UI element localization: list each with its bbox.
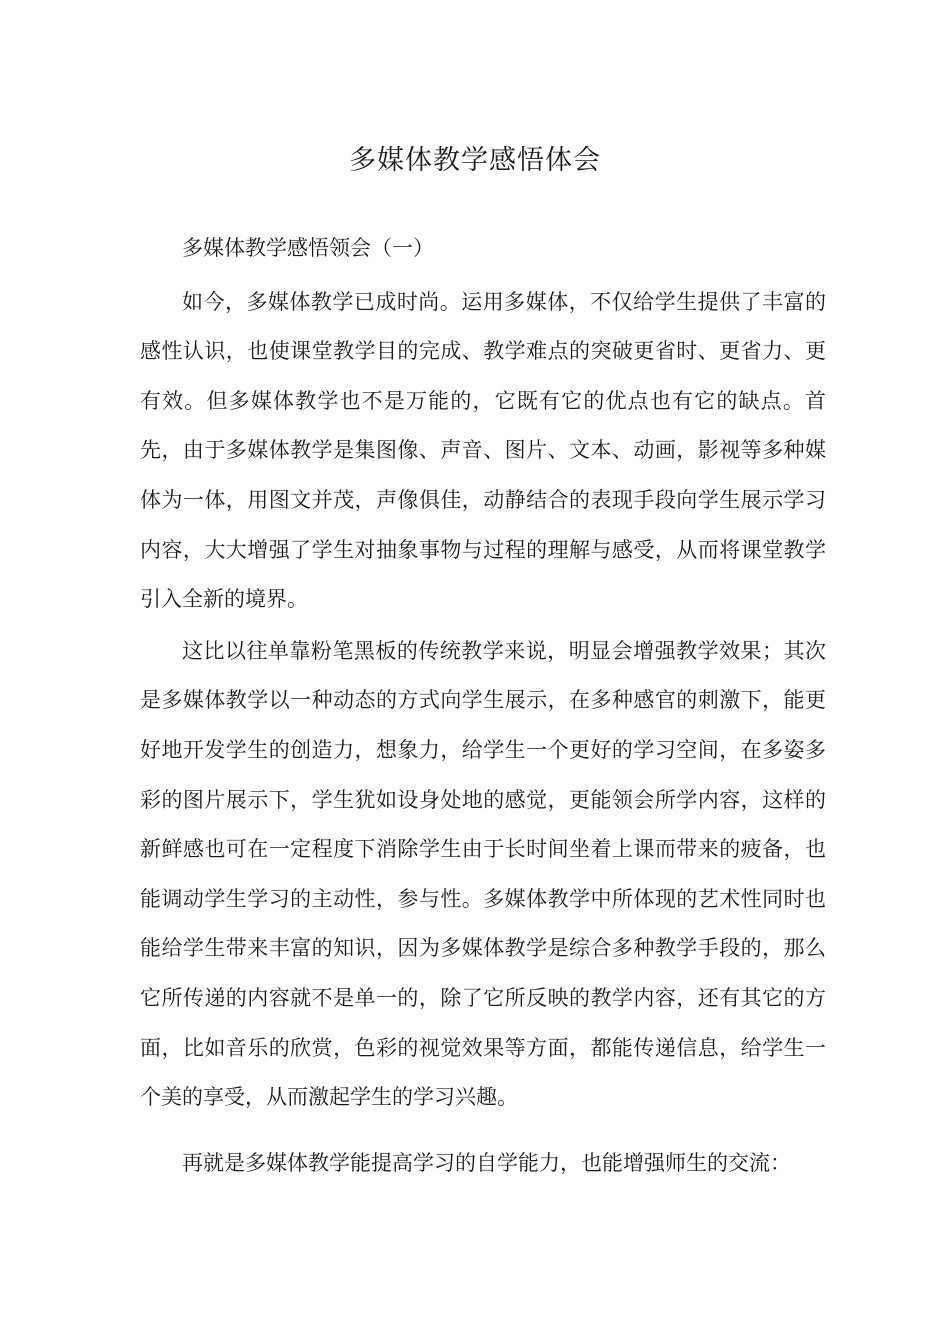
paragraph-1: 如今，多媒体教学已成时尚。运用多媒体，不仅给学生提供了丰富的感性认识，也使课堂教学目的完成、教学难点的突破更省时、更省力、更有效。但多媒体教学也不是万能的，它既有它的优点也有它的缺点。首先，由于多媒体教学是集图像、声音、图片、文本、动画，影视等多种媒体为一体，用图文并茂，声像俱佳，动静结合的表现手段向学生展示学习内容，大大增强了学生对抽象事物与过程的理解与感受，从而将课堂教学引入全新的境界。	[140, 289, 826, 612]
document-body	[140, 224, 826, 1188]
document-title: 多媒体教学感悟体会	[349, 145, 601, 176]
section-subheading: 多媒体教学感悟领会（一）	[182, 236, 434, 260]
paragraph-3: 再就是多媒体教学能提高学习的自学能力，也能增强师生的交流：	[182, 1150, 791, 1175]
paragraph-2: 这比以往单靠粉笔黑板的传统教学来说，明显会增强教学效果；其次是多媒体教学以一种动态的方式向学生展示，在多种感官的刺激下，能更好地开发学生的创造力，想象力，给学生一个更好的学习空间，在多姿多彩的图片展示下，学生犹如设身处地的感觉，更能领会所学内容，这样的新鲜感也可在一定程度下消除学生由于长时间坐着上课而带来的疲备，也能调动学生学习的主动性，参与性。多媒体教学中所体现的艺术性同时也能给学生带来丰富的知识，因为多媒体教学是综合多种教学手段的，那么它所传递的内容就不是单一的，除了它所反映的教学内容，还有其它的方面，比如音乐的欣赏，色彩的视觉效果等方面，都能传递信息，给学生一个美的享受，从而激起学生的学习兴趣。	[140, 638, 826, 1110]
